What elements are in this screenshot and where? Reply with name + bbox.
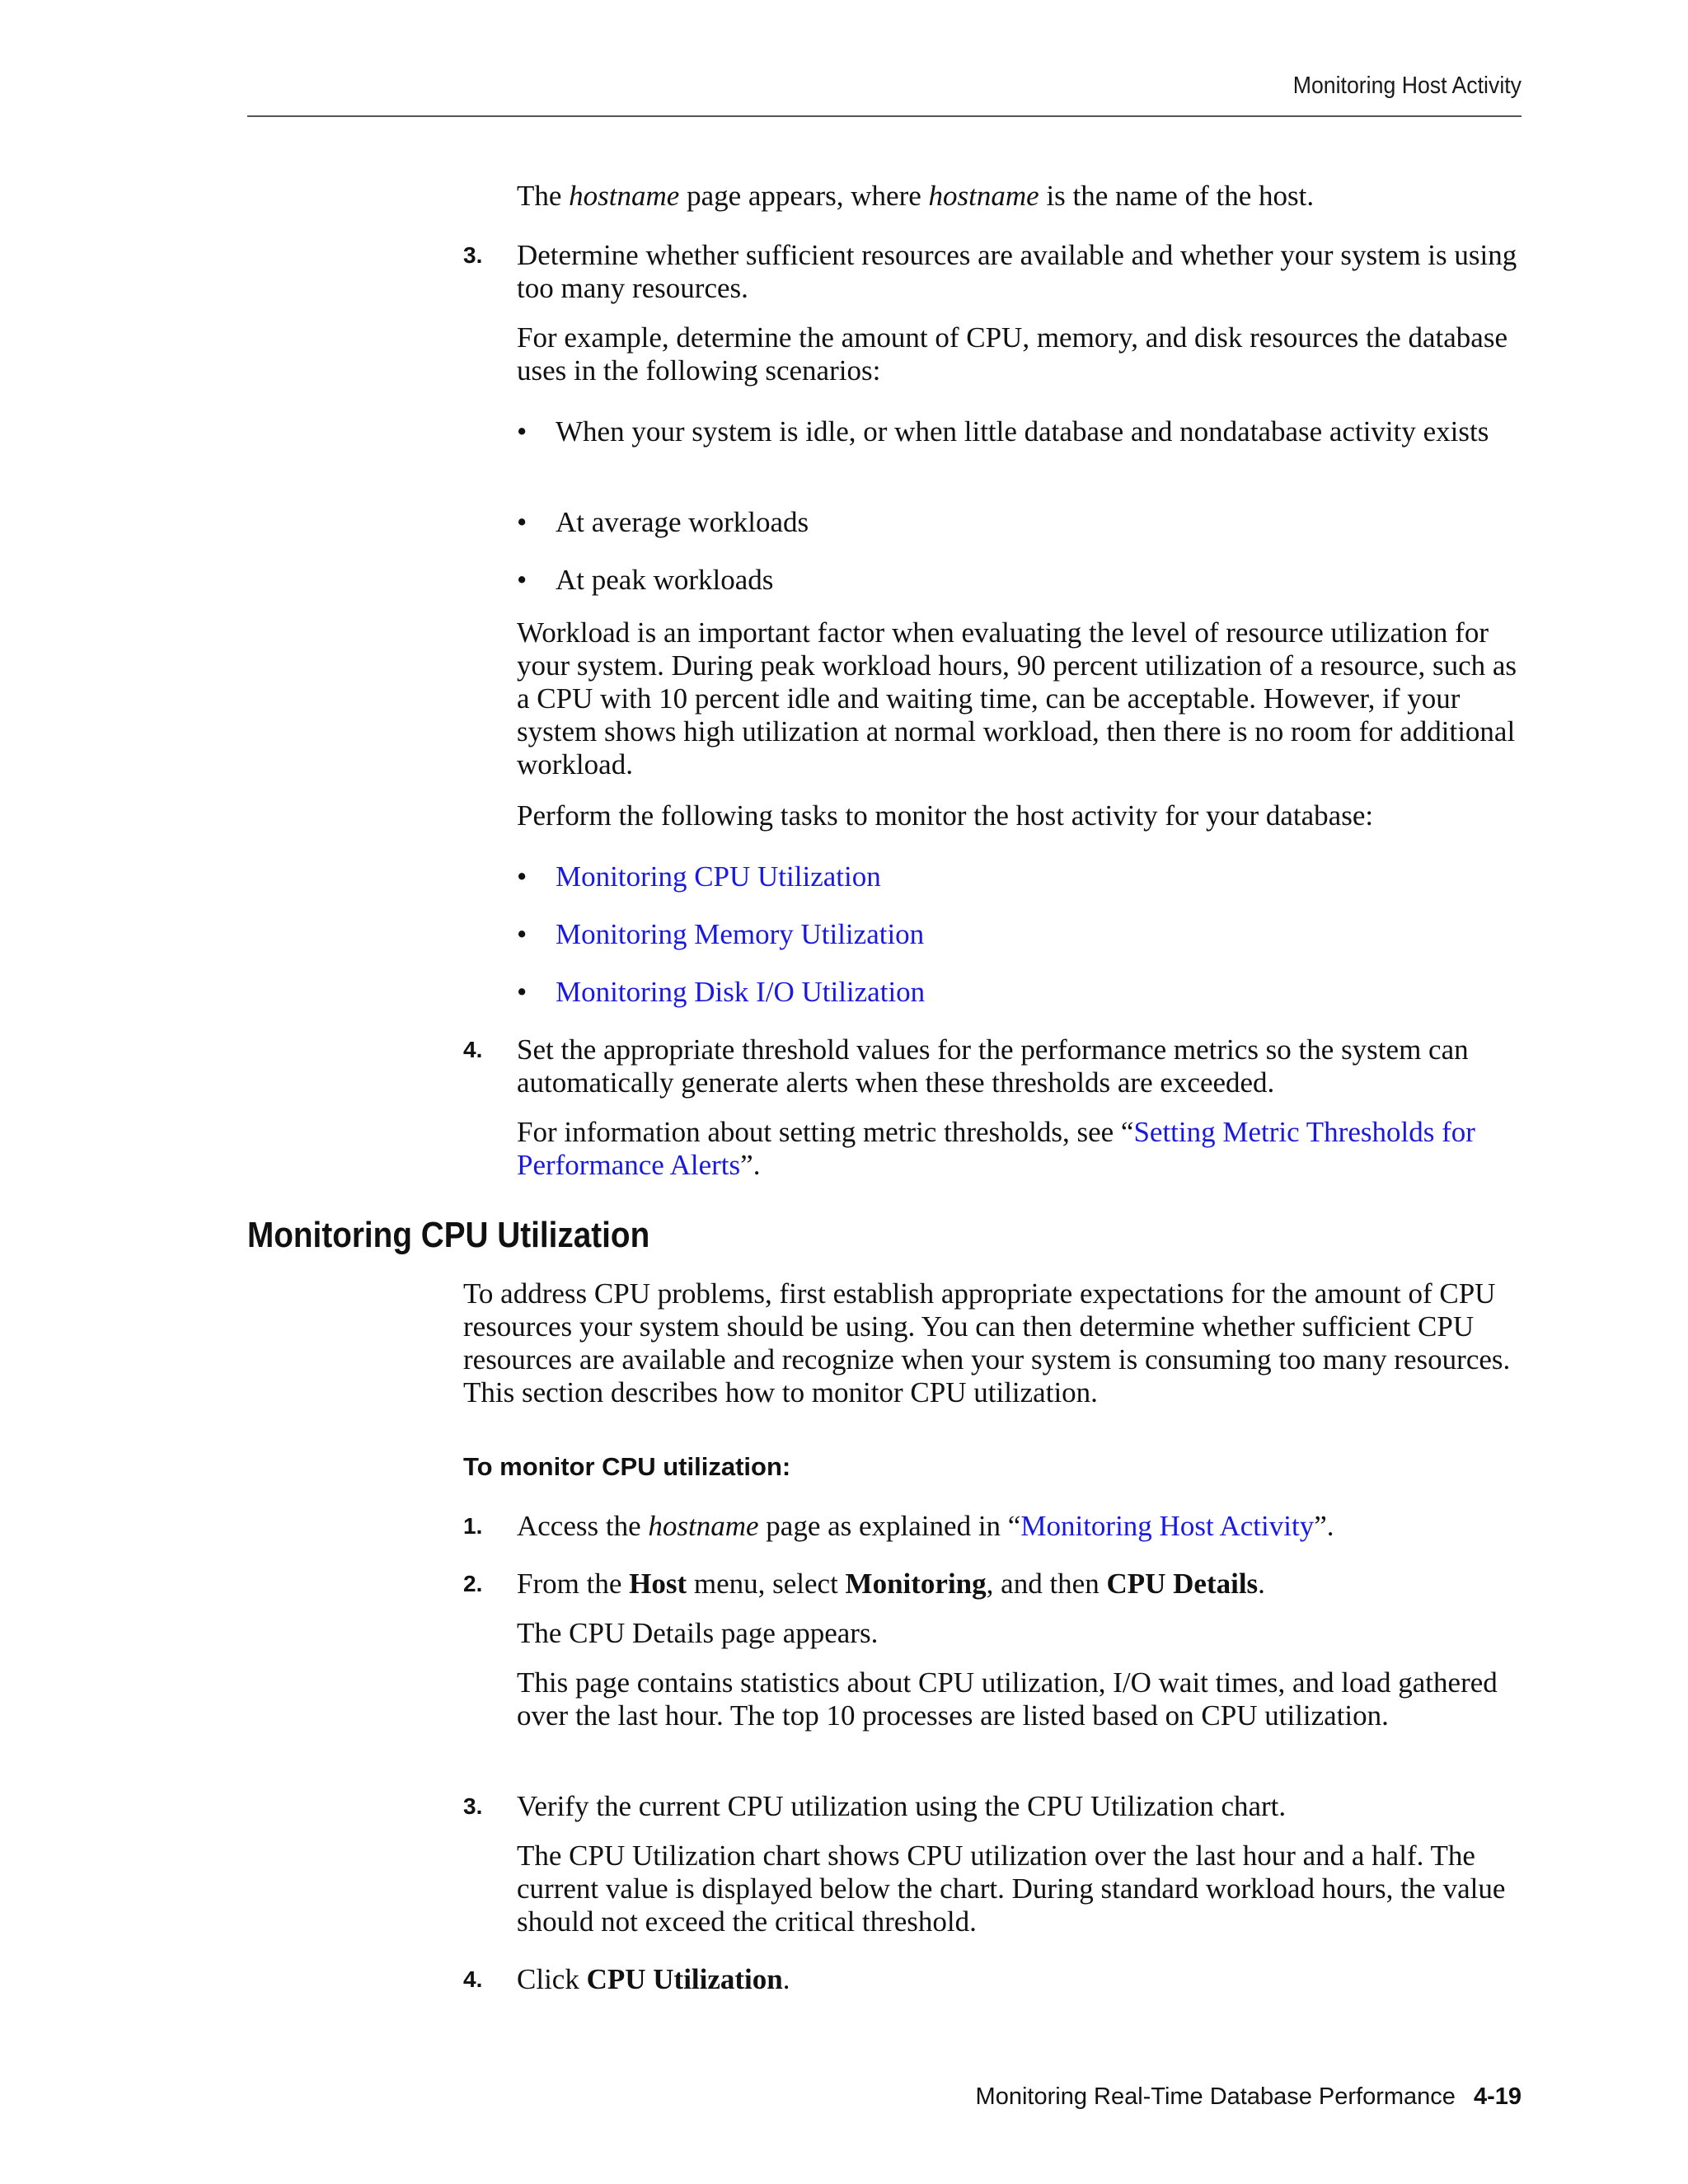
scenarios-paragraph: For example, determine the amount of CPU, memory, and disk resources the database uses in the following scenarios: [517,321,1507,387]
bullet-icon: • [517,860,528,893]
procedure-step-4 [463,1963,1526,1996]
step-number: 4. [463,1966,483,1992]
bullet-icon: • [517,918,528,950]
procedure-step-2 [463,1568,1526,1601]
section-intro-paragraph: To address CPU problems, first establish appropriate expectations for the amount of CPU resources your system should be using. You can then determine whether sufficient CPU resources are available and recognize when your system is consuming too many resources. This section describes how to monitor CPU utilization. [463,1277,1511,1408]
cpu-chart-description-paragraph: The CPU Utilization chart shows CPU utilization over the last hour and a half. The current value is displayed below the chart. During standard workload hours, the value should not exceed the critical threshold. [517,1840,1506,1938]
step-text: From the Host menu, select Monitoring, and then CPU Details. [517,1568,1265,1600]
section-title: Monitoring CPU Utilization [247,1215,650,1255]
bullet-icon: • [517,506,528,538]
procedure-title: To monitor CPU utilization: [463,1452,791,1481]
step-text: Set the appropriate threshold values for the performance metrics so the system can automatically generate alerts when these thresholds are exceeded. [517,1033,1469,1099]
list-item [517,918,1526,951]
step-3-determine-resources [463,239,1526,305]
procedure-step-3 [463,1790,1526,1823]
procedure-step-1 [463,1510,1526,1543]
bullet-icon: • [517,976,528,1008]
step-number: 3. [463,242,483,268]
step-text: Access the hostname page as explained in “Monitoring Host Activity”. [517,1510,1334,1542]
step-text: Verify the current CPU utilization using the CPU Utilization chart. [517,1790,1287,1822]
running-header: Monitoring Host Activity [1292,73,1522,99]
list-item: • At peak workloads [517,564,774,596]
bullet-icon: • [517,415,528,448]
link-setting-metric-thresholds[interactable]: Setting Metric Thresholds for Performance Alerts [517,1116,1475,1181]
list-item: • When your system is idle, or when little database and nondatabase activity exists [517,415,1489,448]
page-number: 4-19 [1473,2083,1522,2110]
tasks-paragraph: Perform the following tasks to monitor the host activity for your database: [517,799,1374,832]
link-monitoring-memory[interactable]: Monitoring Memory Utilization [556,918,925,950]
link-monitoring-host-activity[interactable]: Monitoring Host Activity [1020,1510,1315,1542]
cpu-details-description-paragraph: This page contains statistics about CPU utilization, I/O wait times, and load gathered over the last hour. The top 10 processes are listed based on CPU utilization. [517,1666,1498,1732]
workload-paragraph: Workload is an important factor when evaluating the level of resource utilization for your system. During peak workload hours, 90 percent utilization of a resource, such as a CPU with 10 percent idle and waiting time, can be acceptable. However, if your system shows high utilization at normal workload, then there is no room for additional workload. [517,616,1517,780]
link-monitoring-cpu[interactable]: Monitoring CPU Utilization [556,860,881,893]
list-item [517,860,1526,893]
cpu-details-appears-paragraph: The CPU Details page appears. [517,1617,879,1649]
step-number: 1. [463,1513,483,1539]
header-rule [247,115,1522,117]
step-text: Click CPU Utilization. [517,1963,790,1995]
intro-paragraph: The hostname page appears, where hostname is the name of the host. [517,180,1315,212]
step-4-set-thresholds [463,1033,1526,1099]
footer-chapter-title: Monitoring Real-Time Database Performance [975,2083,1456,2110]
page-footer [247,2083,1522,2111]
bullet-icon: • [517,564,528,596]
link-monitoring-disk-io[interactable]: Monitoring Disk I/O Utilization [556,976,926,1008]
step-number: 4. [463,1037,483,1062]
list-item [517,976,1526,1009]
thresholds-reference-paragraph: For information about setting metric thresholds, see “Setting Metric Thresholds for Performance Alerts”. [517,1116,1475,1181]
step-number: 3. [463,1793,483,1819]
step-text: Determine whether sufficient resources are available and whether your system is using too many resources. [517,239,1517,304]
list-item: • At average workloads [517,506,809,538]
step-number: 2. [463,1571,483,1596]
